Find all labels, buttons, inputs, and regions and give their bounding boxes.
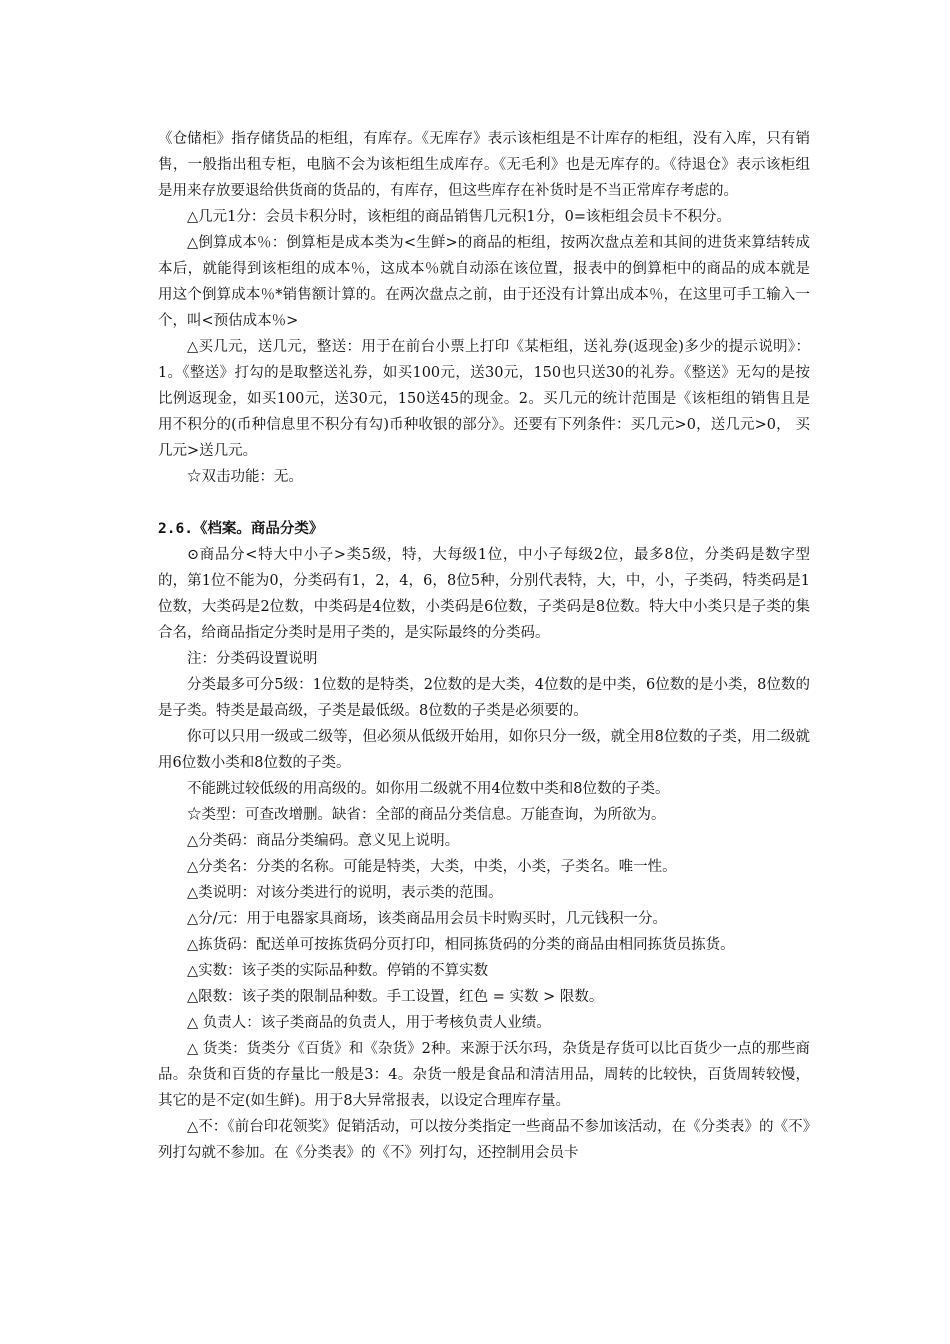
paragraph-buy-give: △买几元，送几元，整送：用于在前台小票上打印《某柜组，送礼券(返现金)多少的提示说明》：1。《整送》打勾的是取整送礼券，如买100元，送30元，150也只送30的礼券。《整送》无勾的是按比例返现金，如买100元，送30元，150送45的现金。2。买几元的统计范围是《该柜组的销售且是用不积分的(币种信息里不积分有勾)币种收银的部分》。还要有下列条件：买几元>0，送几元>0， 买几元>送几元。	[158, 339, 810, 459]
document-page	[158, 126, 810, 1166]
paragraph-reverse-cost: △倒算成本％：倒算柜是成本类为<生鲜>的商品的柜组，按两次盘点差和其间的进货来算结转成本后，就能得到该柜组的成本％，这成本％就自动添在该位置，报表中的倒算柜中的商品的成本就是用这个倒算成本％*销售额计算的。在两次盘点之前，由于还没有计算出成本％，在这里可手工输入一个，叫<预估成本％>	[158, 235, 810, 329]
paragraph-limit-count: △限数：该子类的限制品种数。手工设置，红色 = 实数 > 限数。	[187, 989, 604, 1005]
paragraph-no-skip: 不能跳过较低级的用高级的。如你用二级就不用4位数中类和8位数的子类。	[187, 781, 670, 797]
paragraph-max-levels: 分类最多可分5级：1位数的是特类，2位数的是大类，4位数的是中类，6位数的是小类，8位数的是子类。特类是最高级，子类是最低级。8位数的子类是必须要的。	[158, 677, 810, 719]
paragraph-category-description: △类说明：对该分类进行的说明，表示类的范围。	[187, 885, 503, 901]
paragraph-picking-code: △拣货码：配送单可按拣货码分页打印，相同拣货码的分类的商品由相同拣货员拣货。	[187, 937, 735, 953]
paragraph-responsible-person: △ 负责人：该子类商品的负责人，用于考核负责人业绩。	[187, 1015, 551, 1031]
paragraph-points-per-yuan: △几元1分：会员卡积分时，该柜组的商品销售几元积1分，0=该柜组会员卡不积分。	[187, 209, 731, 225]
paragraph-note-title: 注：分类码设置说明	[187, 651, 318, 667]
paragraph-type: ☆类型：可查改增删。缺省：全部的商品分类信息。万能查询，为所欲为。	[187, 807, 666, 823]
paragraph-storage-counter: 《仓储柜》指存储货品的柜组，有库存。《无库存》表示该柜组是不计库存的柜组，没有入库，只有销售，一般指出租专柜，电脑不会为该柜组生成库存。《无毛利》也是无库存的。《待退仓》表示该柜组是用来存放要退给供货商的货品的，有库存，但这些库存在补货时是不当正常库存考虑的。	[158, 131, 810, 199]
paragraph-exclude: △不：《前台印花领奖》促销活动，可以按分类指定一些商品不参加该活动，在《分类表》的《不》列打勾就不参加。在《分类表》的《不》列打勾，还控制用会员卡	[158, 1119, 810, 1161]
paragraph-double-click: ☆双击功能：无。	[187, 469, 303, 485]
section-heading: 2.6.《档案。商品分类》	[158, 521, 324, 537]
paragraph-goods-type: △ 货类：货类分《百货》和《杂货》2种。来源于沃尔玛，杂货是存货可以比百货少一点的那些商品。杂货和百货的存量比一般是3：4。杂货一般是食品和清洁用品，周转的比较快，百货周转较慢，其它的是不定(如生鲜)。用于8大异常报表，以设定合理库存量。	[158, 1041, 810, 1109]
paragraph-points-per-yuan-category: △分/元：用于电器家具商场，该类商品用会员卡时购买时，几元钱积一分。	[187, 911, 668, 927]
paragraph-level-usage: 你可以只用一级或二级等，但必须从低级开始用，如你只分一级，就全用8位数的子类，用二级就用6位数小类和8位数的子类。	[158, 729, 810, 771]
paragraph-category-levels: ⊙商品分<特大中小子>类5级，特，大每级1位，中小子每级2位，最多8位，分类码是数字型的，第1位不能为0，分类码有1，2，4，6，8位5种，分别代表特，大，中，小，子类码，特类码是1位数，大类码是2位数，中类码是4位数，小类码是6位数，子类码是8位数。特大中小类只是子类的集合名，给商品指定分类时是用子类的，是实际最终的分类码。	[158, 547, 810, 641]
paragraph-category-code: △分类码：商品分类编码。意义见上说明。	[187, 833, 460, 849]
paragraph-category-name: △分类名：分类的名称。可能是特类，大类，中类，小类，子类名。唯一性。	[187, 859, 677, 875]
paragraph-actual-count: △实数：该子类的实际品种数。停销的不算实数	[187, 963, 489, 979]
